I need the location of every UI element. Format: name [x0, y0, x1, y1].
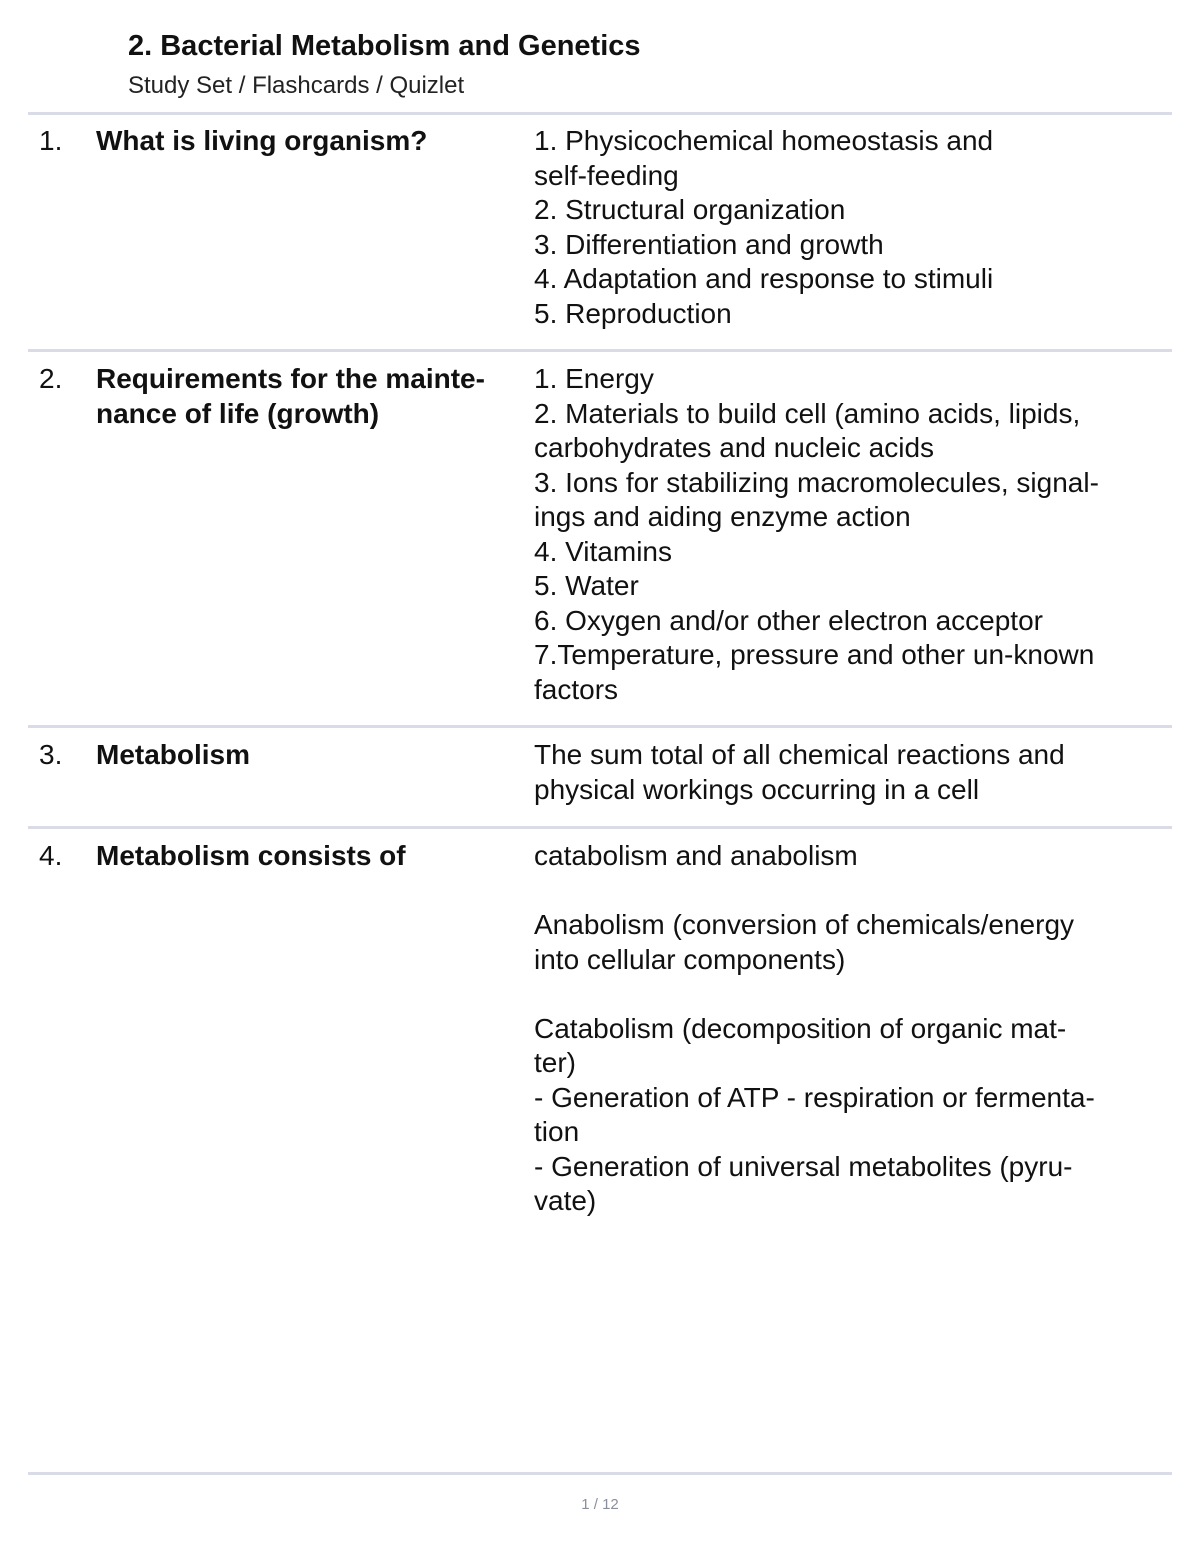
card-term [96, 362, 528, 431]
definition-line: tion [534, 1116, 580, 1147]
definition-line: 1. Physicochemical homeostasis and [534, 125, 994, 156]
definition-blank-line [534, 977, 1164, 1012]
definition-line: carbohydrates and nucleic acids [534, 432, 935, 463]
definition-line: catabolism and anabolism [534, 840, 858, 871]
definition-line: physical workings occurring in a cell [534, 773, 980, 805]
term-line: Requirements for the mainte- [96, 363, 485, 394]
definition-blank-line [534, 874, 1164, 909]
definition-line: - Generation of ATP - respiration or fermenta- [534, 1081, 1095, 1113]
card-definition [534, 738, 1164, 807]
definition-line: 3. Ions for stabilizing macromolecules, signal- [534, 466, 1099, 498]
term-line: nance of life (growth) [96, 397, 380, 429]
card-number: 4. [39, 840, 63, 871]
card-term [96, 738, 528, 773]
card-number: 1. [39, 125, 63, 156]
card-term [96, 124, 528, 159]
definition-line: self-feeding [534, 159, 679, 191]
definition-line: vate) [534, 1185, 597, 1216]
definition-line: Catabolism (decomposition of organic mat- [534, 1012, 1067, 1044]
definition-line: 7.Temperature, pressure and other un-known [534, 639, 1095, 670]
document-title: 2. Bacterial Metabolism and Genetics [128, 30, 641, 62]
divider-footer [28, 1472, 1172, 1475]
document-subtitle-clipped [128, 68, 588, 99]
divider-1 [28, 349, 1172, 352]
definition-line: 2. Materials to build cell (amino acids, lipids, [534, 397, 1081, 429]
definition-line: into cellular components) [534, 943, 846, 975]
definition-line: 4. Vitamins [534, 535, 672, 567]
definition-line: 6. Oxygen and/or other electron acceptor [534, 604, 1043, 636]
divider-3 [28, 826, 1172, 829]
divider-2 [28, 725, 1172, 728]
card-definition [534, 124, 1164, 331]
page-indicator: 1 / 12 [581, 1496, 619, 1513]
card-definition [534, 362, 1164, 707]
definition-line: 4. Adaptation and response to stimuli [534, 263, 994, 294]
definition-line: 2. Structural organization [534, 194, 846, 225]
definition-line: 5. Water [534, 570, 639, 601]
definition-line: factors [534, 673, 619, 705]
term-line: What is living organism? [96, 125, 428, 156]
document-subtitle: Study Set / Flashcards / Quizlet [128, 72, 465, 99]
card-number: 2. [39, 363, 63, 394]
definition-line: 3. Differentiation and growth [534, 228, 884, 260]
card-number: 3. [39, 739, 63, 770]
definition-line: 1. Energy [534, 363, 654, 394]
definition-line: Anabolism (conversion of chemicals/energy [534, 909, 1075, 940]
term-line: Metabolism consists of [96, 840, 406, 871]
card-definition [534, 839, 1164, 1219]
divider-top [28, 112, 1172, 115]
definition-line: The sum total of all chemical reactions and [534, 739, 1065, 770]
card-term [96, 839, 528, 874]
definition-line: ings and aiding enzyme action [534, 501, 911, 532]
definition-line: ter) [534, 1047, 576, 1078]
definition-line: 5. Reproduction [534, 297, 732, 329]
definition-line: - Generation of universal metabolites (pyru- [534, 1150, 1073, 1182]
term-line: Metabolism [96, 739, 251, 770]
